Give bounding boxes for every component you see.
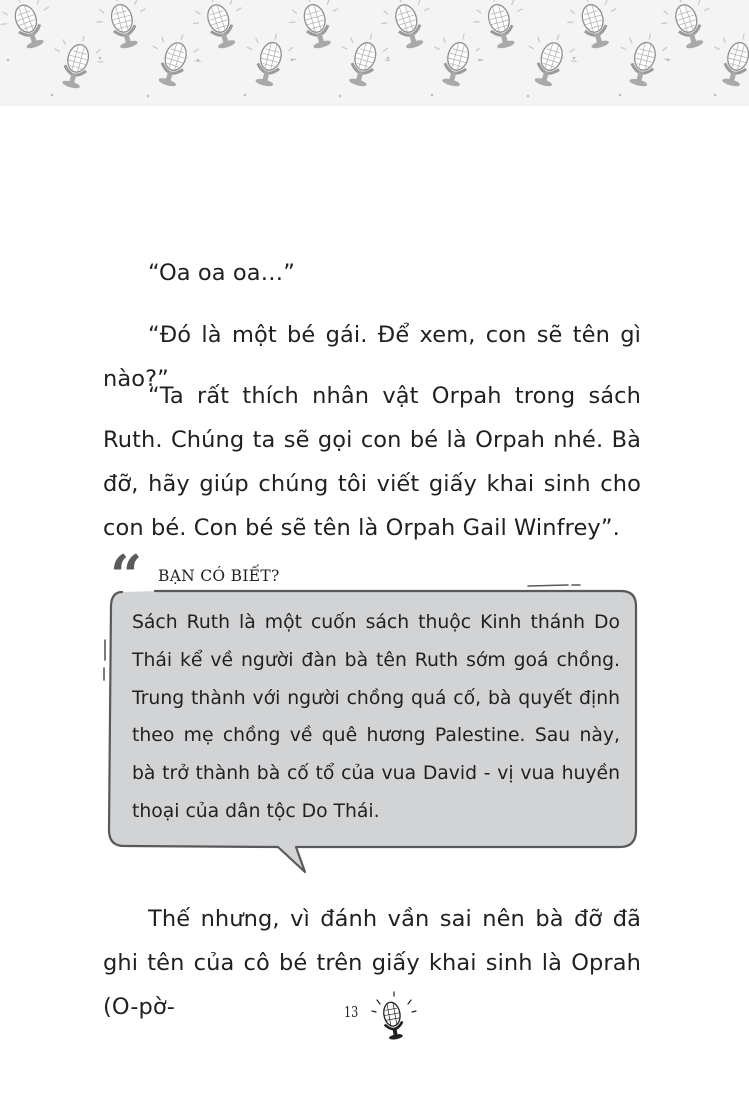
quote-mark-icon: “ xyxy=(110,543,143,609)
paragraph-1-text: “Oa oa oa…” xyxy=(148,260,296,286)
page-number: 13 xyxy=(344,1003,359,1021)
paragraph-2-text: “Đó là một bé gái. Để xem, con sẽ tên gì nào?” xyxy=(103,322,641,392)
paragraph-3 xyxy=(103,374,641,550)
microphone-icon xyxy=(370,990,418,1040)
did-you-know-body: Sách Ruth là một cuốn sách thuộc Kinh thánh Do Thái kể về người đàn bà tên Ruth sớm goá chồng. Trung thành với người chồng quá cố, bà quyết định theo mẹ chồng về quê hương Palestine. Sau này, bà trở thành bà cố tổ của vua David - vị vua huyền thoại của dân tộc Do Thái. xyxy=(132,612,620,822)
paragraph-4-text: Thế nhưng, vì đánh vần sai nên bà đỡ đã ghi tên của cô bé trên giấy khai sinh là Oprah (O-pờ- xyxy=(103,906,641,1020)
did-you-know-text xyxy=(132,604,620,831)
paragraph-1 xyxy=(103,251,641,295)
paragraph-3-text: “Ta rất thích nhân vật Orpah trong sách Ruth. Chúng ta sẽ gọi con bé là Orpah nhé. Bà đỡ, hãy giúp chúng tôi viết giấy khai sinh cho con bé. Con bé sẽ tên là Orpah Gail Winfrey”. xyxy=(103,383,641,541)
did-you-know-box xyxy=(100,543,645,880)
microphone-pattern-icon xyxy=(0,0,749,106)
header-microphone-pattern xyxy=(0,0,749,106)
did-you-know-heading: BẠN CÓ BIẾT? xyxy=(158,567,280,585)
